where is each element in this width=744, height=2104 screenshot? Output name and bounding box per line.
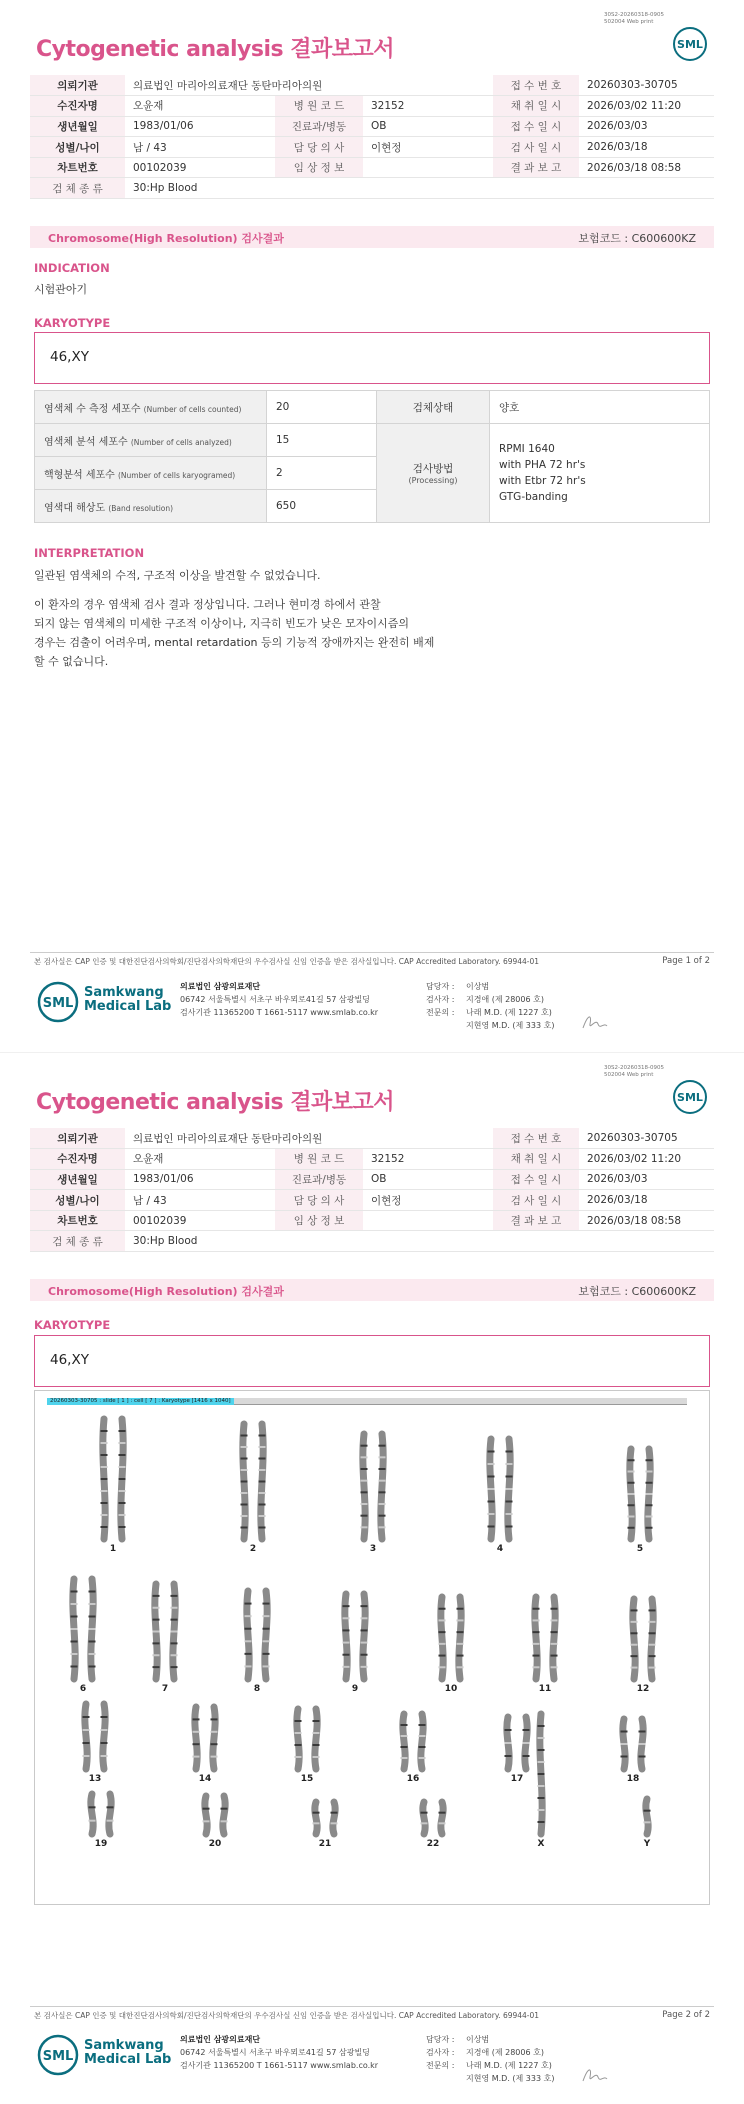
section-title: Chromosome(High Resolution) 검사결과 [48,232,284,245]
lab-staff: 담당자 : 이상범 검사자 : 지경애 (제 28006 호) 전문의 : 나래 M.D. (제 1227 호) 지현영 M.D. (제 333 호) [426,982,555,1030]
chromosome-label-22: 22 [426,1839,440,1849]
label-doctor: 담 당 의 사 [275,137,363,158]
sml-logo-icon [672,26,708,62]
chromosome-pair-4 [488,1439,513,1539]
chromosome-label-11: 11 [538,1684,552,1694]
value-chart-no: 00102039 [125,157,275,178]
method-value: RPMI 1640 with PHA 72 hr's with Etbr 72 hr's GTG-banding [490,424,710,523]
chromosome-pair-3 [361,1434,386,1539]
indication-text: 시험관아기 [34,283,88,296]
svg-text:SML: SML [677,38,703,51]
value-chart-no: 00102039 [125,1210,275,1231]
footer-divider [30,2006,714,2007]
band-resolution-label: 염색대 해상도 (Band resolution) [35,490,267,523]
chromosome-label-5: 5 [636,1544,644,1554]
label-department: 진료과/병동 [275,1169,363,1190]
page-number: Page 2 of 2 [662,2010,710,2020]
value-receipt-no: 20260303-30705 [579,75,714,96]
lab-staff: 담당자 : 이상범 검사자 : 지경애 (제 28006 호) 전문의 : 나래 M.D. (제 1227 호) 지현영 M.D. (제 333 호) [426,2035,555,2083]
cell-count-table [34,390,710,523]
lab-address: 의료법인 삼광의료재단 06742 서울특별시 서초구 바우뫼로41길 57 삼광빌딩 검사기관 11365200 T 1661-5117 www.smlab.co.kr [180,2035,379,2070]
footer-divider [30,952,714,953]
chromosome-pair-14 [193,1707,218,1769]
value-sex-age: 남 / 43 [125,1190,275,1211]
label-clinical-info: 임 상 정 보 [275,157,363,178]
value-patient-name: 오윤재 [125,1149,275,1170]
label-patient-name: 수진자명 [30,96,125,117]
label-referring-org: 의뢰기관 [30,1128,125,1149]
chromosome-label-7: 7 [161,1684,169,1694]
value-referring-org: 의료법인 마리아의료재단 동탄마리아의원 [125,1128,493,1149]
svg-text:SML: SML [42,2049,74,2064]
chromosome-pair-11 [533,1597,558,1679]
insurance-code: 보험코드 : C600600KZ [578,1285,696,1298]
patient-info-table [30,1128,714,1252]
chromosome-pair-19 [89,1794,114,1834]
chromosome-pair-5 [628,1449,653,1539]
value-birth-date: 1983/01/06 [125,116,275,137]
karyotype-value: 46,XY [50,1352,89,1368]
karyotype-result-box [34,1335,710,1387]
chromosome-pair-16 [401,1714,426,1769]
chromosome-label-19: 19 [94,1839,108,1849]
sml-logo-icon [672,1079,708,1115]
specimen-condition-value: 양호 [490,391,710,424]
chromosome-label-15: 15 [300,1774,314,1784]
label-receipt-date: 접 수 일 시 [493,116,579,137]
chromosome-label-10: 10 [444,1684,458,1694]
cells-karyogramed-value: 2 [267,457,377,490]
value-test-date: 2026/03/18 [579,1190,714,1211]
karyotype-heading: KARYOTYPE [34,1318,111,1332]
chromosome-label-12: 12 [636,1684,650,1694]
chromosome-pair-18 [621,1719,646,1769]
method-label: 검사방법 (Processing) [377,424,490,523]
insurance-code: 보험코드 : C600600KZ [578,232,696,245]
value-referring-org: 의료법인 마리아의료재단 동탄마리아의원 [125,75,493,96]
chromosome-pair-13 [83,1704,108,1769]
value-clinical-info [363,1210,493,1231]
chromosome-label-8: 8 [253,1684,261,1694]
interpretation-heading: INTERPRETATION [34,546,145,560]
value-receipt-date: 2026/03/03 [579,1169,714,1190]
label-sex-age: 성별/나이 [30,1190,125,1211]
label-test-date: 검 사 일 시 [493,137,579,158]
chromosome-pair-9 [343,1594,368,1679]
chromosome-pair-21 [313,1802,338,1834]
print-code: 30S2-20260318-0905 502004 Web print [604,12,664,25]
cells-counted-value: 20 [267,391,377,424]
label-clinical-info: 임 상 정 보 [275,1210,363,1231]
signature-icon [580,1010,610,1034]
chromosome-pair-1 [101,1419,126,1539]
value-doctor: 이현정 [363,137,493,158]
chromosome-pair-22 [421,1802,446,1834]
value-collection-time: 2026/03/02 11:20 [579,1149,714,1170]
band-resolution-value: 650 [267,490,377,523]
chromosome-pair-10 [439,1597,464,1679]
chromosome-label-1: 1 [109,1544,117,1554]
label-test-date: 검 사 일 시 [493,1190,579,1211]
label-department: 진료과/병동 [275,116,363,137]
chromosome-pair-17 [505,1717,530,1769]
karyogram-chromosomes [35,1391,709,1904]
print-code: 30S2-20260318-0905 502004 Web print [604,1065,664,1078]
chromosome-label-4: 4 [496,1544,504,1554]
chromosome-label-6: 6 [79,1684,87,1694]
label-report-time: 결 과 보 고 [493,157,579,178]
value-clinical-info [363,157,493,178]
lab-name: Samkwang Medical Lab [84,985,172,1014]
chromosome-label-2: 2 [249,1544,257,1554]
svg-text:SML: SML [42,996,74,1011]
chromosome-pair-15 [295,1709,320,1769]
value-patient-name: 오윤재 [125,96,275,117]
section-header [30,226,714,248]
indication-heading: INDICATION [34,261,110,275]
samkwang-logo-icon [36,2033,80,2077]
chromosome-label-16: 16 [406,1774,420,1784]
label-receipt-no: 접 수 번 호 [493,75,579,96]
report-title: Cytogenetic analysis 결과보고서 [36,37,395,62]
chromosome-pair-7 [153,1584,178,1679]
patient-info-table [30,75,714,199]
chromosome-pair-X [538,1714,545,1834]
cells-analyzed-value: 15 [267,424,377,457]
value-report-time: 2026/03/18 08:58 [579,157,714,178]
label-chart-no: 차트번호 [30,157,125,178]
label-referring-org: 의뢰기관 [30,75,125,96]
chromosome-label-3: 3 [369,1544,377,1554]
footer-accreditation-note: 본 검사실은 CAP 인증 및 대한진단검사의학회/진단검사의학재단의 우수검사실 신임 인증을 받은 검사실입니다. CAP Accredited Laboratory. 69944-01 [34,957,540,966]
value-test-date: 2026/03/18 [579,137,714,158]
cells-karyogramed-label: 핵형분석 세포수 (Number of cells karyogramed) [35,457,267,490]
label-collection-time: 채 취 일 시 [493,96,579,117]
label-doctor: 담 당 의 사 [275,1190,363,1211]
label-hospital-code: 병 원 코 드 [275,1149,363,1170]
chromosome-pair-20 [203,1796,228,1834]
label-sex-age: 성별/나이 [30,137,125,158]
chromosome-label-18: 18 [626,1774,640,1784]
chromosome-label-20: 20 [208,1839,222,1849]
label-receipt-date: 접 수 일 시 [493,1169,579,1190]
chromosome-label-Y: Y [643,1839,651,1849]
section-title: Chromosome(High Resolution) 검사결과 [48,1285,284,1298]
karyotype-value: 46,XY [50,349,89,365]
value-doctor: 이현정 [363,1190,493,1211]
karyogram-image [34,1390,710,1905]
label-specimen-type: 검 체 종 류 [30,1231,125,1252]
value-department: OB [363,1169,493,1190]
lab-name: Samkwang Medical Lab [84,2038,172,2067]
chromosome-pair-12 [631,1599,656,1679]
value-report-time: 2026/03/18 08:58 [579,1210,714,1231]
label-hospital-code: 병 원 코 드 [275,96,363,117]
image-caption: 20260303-30705 : slide [ 1 ] : cell [ 7 ] : Karyotype [1416 x 1040] [47,1398,234,1405]
chromosome-label-9: 9 [351,1684,359,1694]
report-title: Cytogenetic analysis 결과보고서 [36,1090,395,1115]
value-specimen-type: 30:Hp Blood [125,1231,714,1252]
karyotype-result-box [34,332,710,384]
value-hospital-code: 32152 [363,1149,493,1170]
footer-accreditation-note: 본 검사실은 CAP 인증 및 대한진단검사의학회/진단검사의학재단의 우수검사실 신임 인증을 받은 검사실입니다. CAP Accredited Laboratory. 69944-01 [34,2011,540,2020]
cells-counted-label: 염색체 수 측정 세포수 (Number of cells counted) [35,391,267,424]
specimen-condition-label: 검체상태 [377,391,490,424]
chromosome-label-14: 14 [198,1774,212,1784]
value-hospital-code: 32152 [363,96,493,117]
section-header [30,1279,714,1301]
label-birth-date: 생년월일 [30,116,125,137]
svg-text:SML: SML [677,1091,703,1104]
label-chart-no: 차트번호 [30,1210,125,1231]
label-specimen-type: 검 체 종 류 [30,178,125,199]
chromosome-pair-Y [644,1799,651,1834]
interpretation-text: 일관된 염색체의 수적, 구조적 이상을 발견할 수 없었습니다. 이 환자의 경우 염색체 검사 결과 정상입니다. 그러나 현미경 하에서 관찰 되지 않는 염색체의 미세한 구조적 이상이나, 지극히 빈도가 낮은 모자이시즘의 경우는 검출이 어려우며, mental retardation 등의 기능적 장애까지는 완전히 배제 할 수 없습니다. [34,569,435,668]
label-collection-time: 채 취 일 시 [493,1149,579,1170]
chromosome-label-X: X [537,1839,545,1849]
chromosome-pair-8 [245,1591,270,1679]
chromosome-label-13: 13 [88,1774,102,1784]
cells-analyzed-label: 염색체 분석 세포수 (Number of cells analyzed) [35,424,267,457]
value-receipt-date: 2026/03/03 [579,116,714,137]
label-report-time: 결 과 보 고 [493,1210,579,1231]
label-patient-name: 수진자명 [30,1149,125,1170]
karyotype-heading: KARYOTYPE [34,316,111,330]
chromosome-label-21: 21 [318,1839,332,1849]
value-birth-date: 1983/01/06 [125,1169,275,1190]
page-number: Page 1 of 2 [662,956,710,966]
lab-address: 의료법인 삼광의료재단 06742 서울특별시 서초구 바우뫼로41길 57 삼광빌딩 검사기관 11365200 T 1661-5117 www.smlab.co.kr [180,982,379,1017]
label-receipt-no: 접 수 번 호 [493,1128,579,1149]
value-specimen-type: 30:Hp Blood [125,178,714,199]
value-sex-age: 남 / 43 [125,137,275,158]
signature-icon [580,2063,610,2087]
samkwang-logo-icon [36,980,80,1024]
chromosome-pair-6 [71,1579,96,1679]
value-receipt-no: 20260303-30705 [579,1128,714,1149]
chromosome-pair-2 [241,1424,266,1539]
chromosome-label-17: 17 [510,1774,524,1784]
value-collection-time: 2026/03/02 11:20 [579,96,714,117]
value-department: OB [363,116,493,137]
label-birth-date: 생년월일 [30,1169,125,1190]
